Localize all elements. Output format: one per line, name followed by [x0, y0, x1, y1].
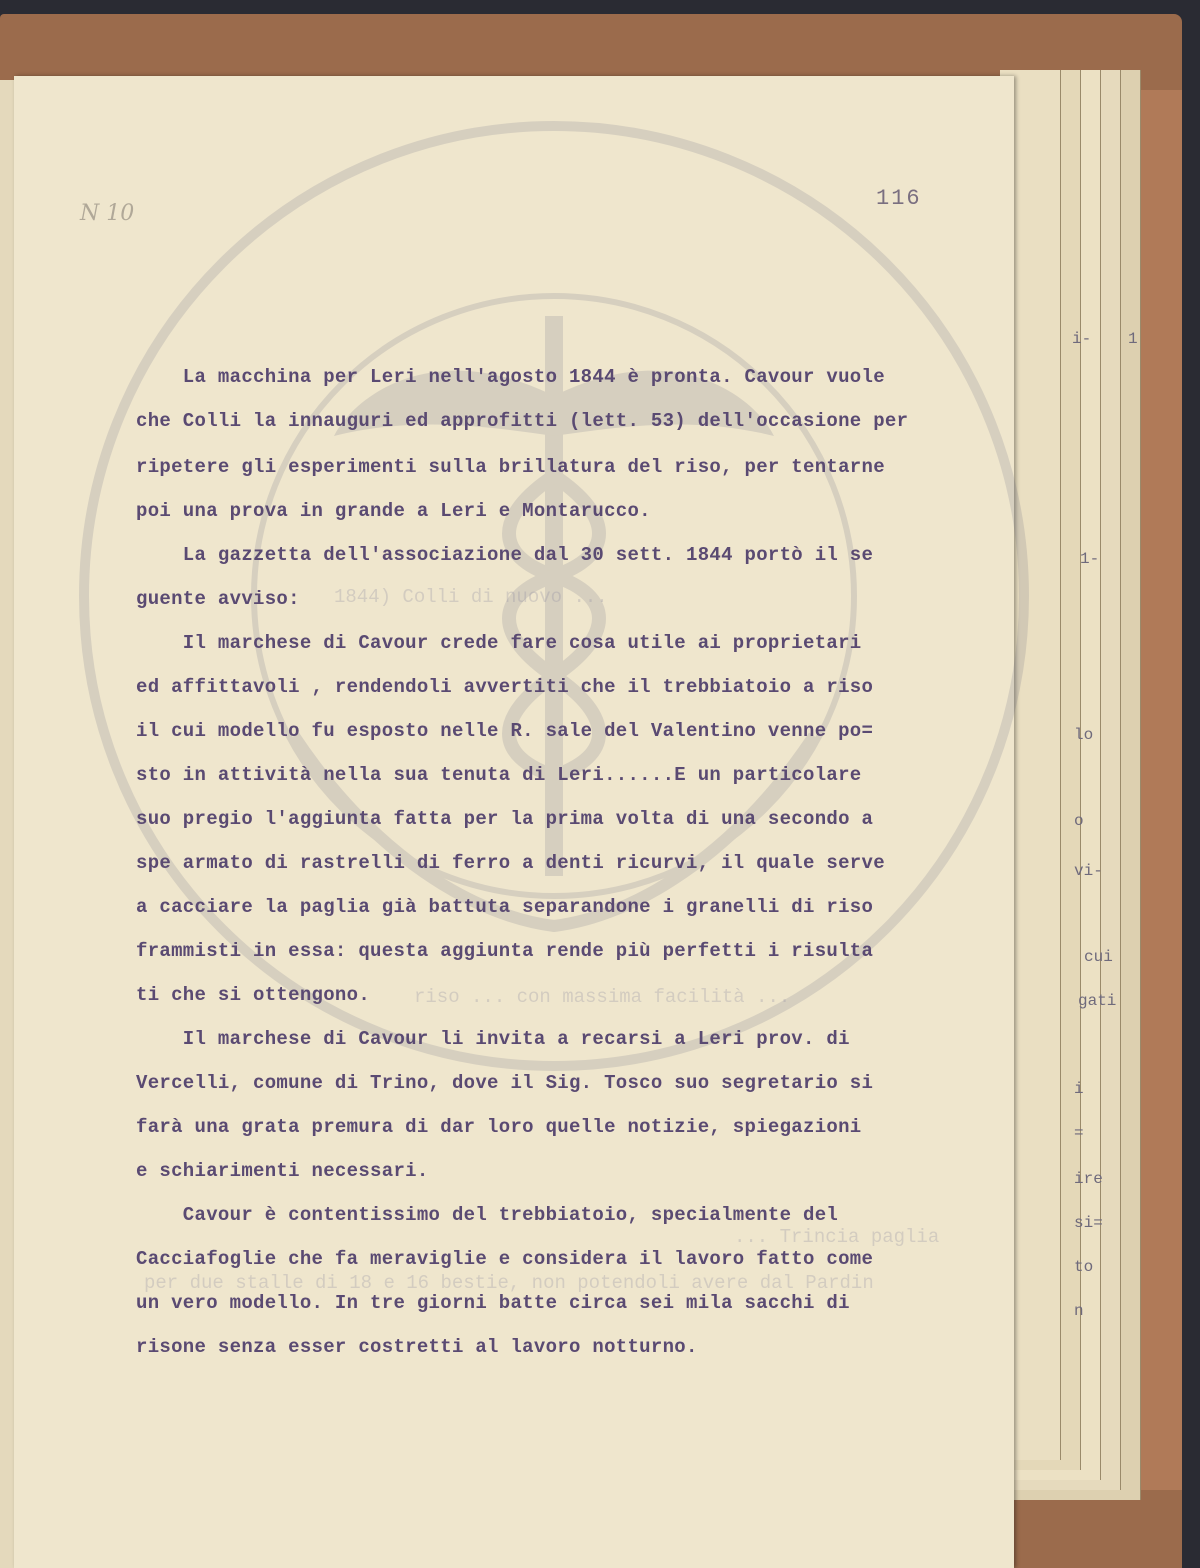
- text-line: un vero modello. In tre giorni batte circa sei mila sacchi di: [136, 1292, 850, 1314]
- text-line: farà una grata premura di dar loro quelle notizie, spiegazioni: [136, 1116, 862, 1138]
- text-line: Cavour è contentissimo del trebbiatoio, specialmente del: [136, 1204, 839, 1226]
- text-line: Il marchese di Cavour crede fare cosa utile ai proprietari: [136, 632, 862, 654]
- bleed-through-text: per due stalle di 18 e 16 bestie, non potendoli avere dal Pardin: [144, 1272, 874, 1294]
- margin-fragment: vi-: [1074, 862, 1103, 880]
- margin-fragment: o: [1074, 812, 1084, 830]
- text-line: a cacciare la paglia già battuta separandone i granelli di riso: [136, 896, 874, 918]
- page-number: 116: [876, 186, 922, 211]
- text-line: La gazzetta dell'associazione dal 30 sett. 1844 portò il se: [136, 544, 874, 566]
- text-line: spe armato di rastrelli di ferro a denti ricurvi, il quale serve: [136, 852, 885, 874]
- margin-fragment: i-: [1072, 330, 1092, 348]
- bleed-through-text: ... Trincia paglia: [734, 1226, 940, 1248]
- text-line: ripetere gli esperimenti sulla brillatura del riso, per tentarne: [136, 456, 885, 478]
- text-line: frammisti in essa: questa aggiunta rende più perfetti i risulta: [136, 940, 874, 962]
- text-line: il cui modello fu esposto nelle R. sale del Valentino venne po=: [136, 720, 874, 742]
- margin-fragment: to: [1074, 1258, 1094, 1276]
- text-line: che Colli la innauguri ed approfitti (lett. 53) dell'occasione per: [136, 410, 909, 432]
- text-line: e schiarimenti necessari.: [136, 1160, 429, 1182]
- text-line: risone senza esser costretti al lavoro notturno.: [136, 1336, 698, 1358]
- document-page: [14, 76, 1014, 1568]
- pencil-folio-mark: N 10: [80, 201, 135, 226]
- margin-fragment: ire: [1074, 1170, 1103, 1188]
- text-line: ed affittavoli , rendendoli avvertiti che il trebbiatoio a riso: [136, 676, 874, 698]
- margin-fragment: cui: [1084, 948, 1113, 966]
- margin-fragment: lo: [1074, 726, 1094, 744]
- margin-fragment: n: [1074, 1302, 1084, 1320]
- text-line: Il marchese di Cavour li invita a recarsi a Leri prov. di: [136, 1028, 850, 1050]
- margin-fragment: si=: [1074, 1214, 1103, 1232]
- margin-fragment: =: [1074, 1124, 1084, 1142]
- text-line: Cacciafoglie che fa meraviglie e considera il lavoro fatto come: [136, 1248, 874, 1270]
- margin-fragment: i: [1074, 1080, 1084, 1098]
- margin-fragment: 1: [1128, 330, 1138, 348]
- text-line: Vercelli, comune di Trino, dove il Sig. Tosco suo segretario si: [136, 1072, 874, 1094]
- text-line: suo pregio l'aggiunta fatta per la prima volta di una secondo a: [136, 808, 874, 830]
- bleed-through-text: 1844) Colli di nuovo ...: [334, 586, 608, 608]
- text-line: ti che si ottengono.: [136, 984, 371, 1006]
- margin-fragment: gati: [1078, 992, 1117, 1010]
- text-line: guente avviso:: [136, 588, 300, 610]
- text-line: sto in attività nella sua tenuta di Leri......E un particolare: [136, 764, 862, 786]
- text-line: poi una prova in grande a Leri e Montarucco.: [136, 500, 651, 522]
- margin-fragment: 1-: [1080, 550, 1100, 568]
- book-cover-edge: [1140, 90, 1182, 1490]
- text-line: La macchina per Leri nell'agosto 1844 è pronta. Cavour vuole: [136, 366, 885, 388]
- bleed-through-text: riso ... con massima facilità ...: [414, 986, 791, 1008]
